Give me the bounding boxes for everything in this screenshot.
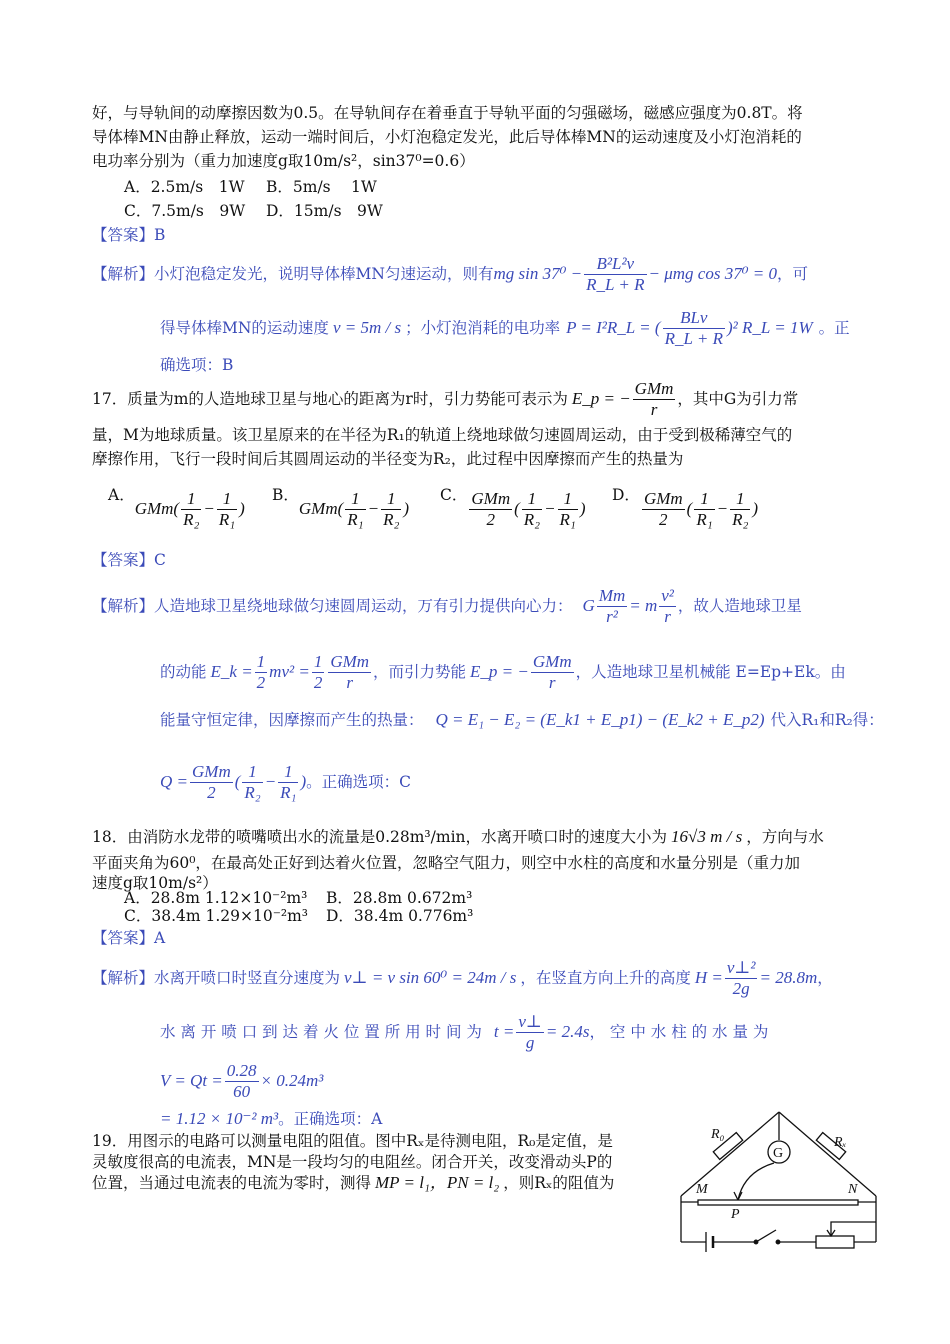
q17-analysis-text-1: 人造地球卫星绕地球做匀速圆周运动，万有引力提供向心力： (154, 597, 573, 615)
q17-option-b-d2: R₂ (383, 509, 400, 529)
q17-eqEk-left: E_k = (210, 662, 253, 681)
q17-option-c-d2: R₁ (559, 509, 576, 529)
q18-stem-line-2: 平面夹角为60⁰，在最高处正好到达着火位置，忽略空气阻力，则空中水柱的高度和水量分别是（重力加 (92, 854, 800, 872)
q17-option-b-mid: − (367, 499, 380, 518)
rheostat-slider-wire (831, 1222, 876, 1236)
circuit-label-n: N (848, 1182, 858, 1197)
q17-analysis-text-7: 代入R₁和R₂得： (770, 711, 884, 729)
q16-analysis-line-1 (92, 244, 808, 304)
q17-eqF-g: G (582, 596, 595, 615)
q17-option-d-frac2 (730, 489, 750, 530)
q17-option-d (612, 484, 758, 534)
q19-stem-line-3 (92, 1172, 614, 1194)
q17-option-a-d1: R₂ (183, 509, 200, 529)
q17-option-c-n1: 1 (527, 488, 537, 508)
q16-eq1-left: mg sin 37⁰ − (493, 264, 583, 283)
q18-stem-text-1: 18．由消防水龙带的喷嘴喷出水的流量是0.28m³/min，水离开喷口时的速度大小为 (92, 828, 668, 846)
q17-stem-text-2: ，其中G为引力常 (677, 390, 799, 408)
q16-analysis-label: 【解析】 (92, 265, 155, 283)
q19-stem-text-3: 位置，当通过电流表的电流为零时，测得 (92, 1174, 372, 1192)
q16-eq1-num: B²L²v (596, 253, 635, 273)
q16-analysis-text-3: 得导体棒MN的运动速度 (160, 319, 329, 337)
q17-eqEk-frac2 (312, 652, 325, 693)
q17-option-b-d1: R₁ (347, 509, 364, 529)
q18-eqV-left: V = Qt = (160, 1071, 223, 1090)
q17-analysis-text-4: ，而引力势能 (373, 663, 467, 681)
q17-eqF-n2: v² (661, 585, 674, 605)
q17-analysis-text-3: 的动能 (160, 663, 207, 681)
circuit-label-g: G (773, 1146, 784, 1161)
q17-option-c-pre-n: GMm (471, 488, 511, 508)
q17-option-c-n2: 1 (563, 488, 572, 508)
circuit-label-p: P (731, 1207, 740, 1222)
q18-analysis-text-2: ，在竖直方向上升的高度 (520, 969, 691, 987)
q16-stem-line-1: 好，与导轨间的动摩擦因数为0.5。在导轨间存在着垂直于导轨平面的匀强磁场，磁感应强度为0.8T。将 (92, 104, 803, 122)
q17-option-d-pre-d: 2 (642, 509, 685, 530)
q17-eqEk-frac3 (328, 652, 371, 693)
q17-option-a-mid: − (203, 499, 215, 518)
q18-eqH-left: H = (694, 968, 723, 987)
q17-option-b (272, 484, 409, 534)
q17-option-d-frac1 (694, 489, 714, 530)
q17-eqEk-frac1 (255, 652, 268, 693)
q17-stem-line-1 (92, 374, 798, 424)
q17-eqF-frac2 (659, 586, 676, 627)
circuit-label-m: M (696, 1182, 708, 1197)
q17-option-d-n2: 1 (736, 488, 745, 508)
q17-option-c-frac2 (558, 489, 578, 530)
q17-eqF-frac1 (597, 586, 627, 627)
q17-eqQ2-n3: 1 (284, 761, 293, 781)
q18-speed: 16√3 m / s (671, 827, 743, 846)
q17-analysis-text-8: 。正确选项：C (306, 773, 412, 791)
q17-ep-fraction (633, 379, 676, 420)
q17-option-a (108, 484, 245, 534)
q17-eqEk-d1: 2 (256, 672, 266, 692)
q16-option-d: D．15m/s 9W (266, 202, 383, 220)
q18-eqT-frac (516, 1012, 544, 1053)
q18-stem-line-1 (92, 822, 824, 852)
q18-option-d: D．38.4m 0.776m³ (326, 907, 474, 925)
q19-stem-text-4: ，则Rₓ的阻值为 (503, 1174, 615, 1192)
q17-analysis-line-2 (160, 644, 846, 700)
q16-option-a: A．2.5m/s 1W (124, 178, 245, 196)
q18-analysis-text-6: 。正确选项：A (278, 1110, 383, 1128)
q16-analysis-text-4: ；小灯泡消耗的电功率 (405, 319, 561, 337)
q17-eqEk-d2: 2 (313, 672, 323, 692)
q17-option-c-post: ) (579, 499, 586, 518)
q17-option-d-label: D． (612, 486, 640, 504)
q17-analysis-line-4 (160, 754, 411, 810)
q17-option-a-post: ) (239, 499, 245, 518)
q18-analysis-line-4 (160, 1108, 382, 1130)
q17-analysis-line-1 (92, 578, 802, 634)
q17-eqQ2-left: Q = (160, 772, 188, 791)
q17-eqQ2-n1: GMm (192, 761, 231, 781)
q17-option-c-frac1 (522, 489, 542, 530)
q16-analysis-text-2: ，可 (776, 265, 808, 283)
q17-option-c-label: C． (440, 486, 468, 504)
q17-option-b-n1: 1 (351, 488, 360, 508)
q18-analysis-line-1 (92, 950, 833, 1006)
q17-option-d-post: ) (752, 499, 759, 518)
q17-option-c-paren: ( (514, 499, 520, 518)
q18-analysis-text-5: ， 空 中 水 柱 的 水 量 为 (589, 1023, 769, 1041)
q18-eqVy: v⊥ = v sin 60⁰ = 24m / s (344, 968, 517, 987)
q17-stem-text-1: 17．质量为m的人造地球卫星与地心的距离为r时，引力势能可表示为 (92, 390, 568, 408)
q19-stem-line-1: 19．用图示的电路可以测量电阻的阻值。图中Rₓ是待测电阻，R₀是定值，是 (92, 1132, 613, 1150)
q17-eqQ2-close: ) (300, 772, 307, 791)
q17-eqQ2-minus: − (264, 772, 277, 791)
q16-option-b: B．5m/s 1W (266, 178, 377, 196)
q17-option-d-n1: 1 (700, 488, 709, 508)
q17-analysis-text-5: ，人造地球卫星机械能 E=Ep+Ek。由 (575, 663, 846, 681)
q19-eqL: MP = l₁，PN = l₂ (375, 1173, 500, 1192)
q17-eqF-d1: r² (597, 606, 627, 627)
q17-analysis-text-2: ，故人造地球卫星 (677, 597, 802, 615)
q18-eqT-right: = 2.4s (545, 1022, 590, 1041)
q18-eqV2: = 1.12 × 10⁻² m³ (160, 1109, 279, 1128)
q17-eqEk-mid: mv² = (269, 662, 310, 681)
q17-option-d-d1: R₁ (696, 509, 713, 529)
q17-ep-left: E_p = − (571, 389, 631, 408)
slider-arrow (734, 1192, 742, 1200)
q17-ep-den: r (633, 399, 676, 420)
q18-eqV-n: 0.28 (226, 1060, 257, 1080)
q17-option-c-pre-d: 2 (469, 509, 512, 530)
q17-option-b-n2: 1 (386, 488, 396, 508)
q17-eqQ2-d2: R₂ (244, 782, 261, 802)
q16-eq3-den: R_L + R (664, 328, 723, 348)
circuit-wire-right-diagonal (779, 1112, 876, 1196)
q16-eq3-left: P = I²R_L = ( (566, 318, 661, 337)
switch (756, 1230, 776, 1242)
q18-eqH-frac (725, 958, 758, 999)
q17-answer: 【答案】C (92, 551, 166, 569)
q16-eq3-fraction (663, 308, 725, 349)
circuit-diagram (676, 1108, 886, 1258)
q17-stem-line-2: 量，M为地球质量。该卫星原来的在半径为R₁的轨道上绕地球做匀速圆周运动，由于受到极稀薄空气的 (92, 426, 793, 444)
q17-ep-num: GMm (634, 378, 674, 398)
q16-eq3-right: )² R_L = 1W (726, 318, 813, 337)
q18-eqV-right: × 0.24m³ (260, 1071, 324, 1090)
q17-option-b-post: ) (403, 499, 410, 518)
q17-eqEp-d: r (531, 672, 574, 693)
circuit-label-rx: Rₓ (834, 1135, 847, 1150)
mn-resistance-wire (698, 1200, 858, 1205)
q17-option-a-pre: GMm( (134, 499, 180, 518)
q18-option-c: C．38.4m 1.29×10⁻²m³ (124, 907, 309, 925)
q17-option-c (440, 484, 586, 534)
q17-eqQ2-open: ( (234, 772, 241, 791)
q17-option-a-frac2 (217, 489, 237, 530)
q18-option-a: A．28.8m 1.12×10⁻²m³ (124, 889, 308, 907)
q18-stem-line-3: 速度g取10m/s²） (92, 874, 218, 892)
q18-stem-text-2: ，方向与水 (746, 828, 824, 846)
q17-option-b-frac1 (345, 489, 365, 530)
q18-eqV-frac (225, 1061, 259, 1102)
q17-eqF-d2: r (659, 606, 676, 627)
q17-eqQ2-frac2 (242, 762, 262, 803)
q16-analysis-text-1: 小灯泡稳定发光，说明导体棒MN匀速运动，则有 (154, 265, 494, 283)
q17-analysis-line-3 (160, 702, 884, 738)
circuit-wire-slider (738, 1163, 774, 1200)
rheostat (816, 1236, 854, 1248)
q17-analysis-text-6: 能量守恒定律，因摩擦而产生的热量： (160, 711, 424, 729)
q17-option-a-frac1 (181, 489, 201, 530)
q16-eq1-den: R_L + R (586, 274, 645, 294)
q17-option-c-mid: − (544, 499, 556, 518)
q16-eq1-right: − μmg cos 37⁰ = 0 (648, 264, 777, 283)
q16-eq2: v = 5m / s (332, 318, 402, 337)
q17-stem-line-3: 摩擦作用，飞行一段时间后其圆周运动的半径变为R₂，此过程中因摩擦而产生的热量为 (92, 450, 684, 468)
q17-eqEp-frac (531, 652, 574, 693)
q18-analysis-line-3 (160, 1056, 323, 1106)
q18-answer: 【答案】A (92, 929, 166, 947)
q17-eqQ2-frac3 (278, 762, 298, 803)
q17-option-b-frac2 (381, 489, 401, 530)
q17-option-d-pre-n: GMm (643, 488, 683, 508)
q17-eqEk-n1: 1 (256, 651, 266, 671)
q16-analysis-line-2 (160, 300, 850, 356)
q17-eqEk-n3: GMm (330, 651, 370, 671)
q17-eqQ: Q = E₁ − E₂ = (E_k1 + E_p1) − (E_k2 + E_p2) (435, 710, 765, 729)
q18-eqV-d: 60 (225, 1081, 259, 1102)
q17-option-d-mid: − (716, 499, 729, 518)
q16-stem-line-2: 导体棒MN由静止释放，运动一端时间后，小灯泡稳定发光，此后导体棒MN的运动速度及小灯泡消耗的 (92, 128, 802, 146)
q19-stem-line-2: 灵敏度很高的电流表，MN是一段均匀的电阻丝。闭合开关，改变滑动头P的 (92, 1153, 613, 1171)
q17-eqQ2-d3: R₁ (280, 782, 297, 802)
switch-contact-1 (754, 1240, 758, 1244)
q17-option-a-label: A． (108, 486, 135, 504)
q17-option-b-pre: GMm( (298, 499, 344, 518)
q17-analysis-label: 【解析】 (92, 597, 155, 615)
q17-option-b-label: B． (272, 486, 299, 504)
q16-eq1-fraction (584, 254, 646, 295)
q17-eqQ2-d1: 2 (190, 782, 233, 803)
q17-eqF-n1: Mm (598, 585, 626, 605)
q16-analysis-line-3: 确选项：B (160, 356, 234, 374)
q17-eqEp-n: GMm (532, 651, 572, 671)
q18-eqT-left: t = (493, 1022, 515, 1041)
q17-option-c-d1: R₂ (523, 509, 541, 529)
q17-eqEk-n2: 1 (313, 651, 323, 671)
q16-eq3-num: BLv (680, 307, 708, 327)
q17-eqEp-left: E_p = − (470, 662, 529, 681)
q18-eqT-d: g (516, 1032, 544, 1053)
q18-analysis-line-2 (160, 1004, 768, 1060)
q18-eqT-n: v⊥ (518, 1011, 542, 1031)
q17-option-d-d2: R₂ (732, 509, 749, 529)
q18-option-b: B．28.8m 0.672m³ (326, 889, 473, 907)
q18-eqH-right: = 28.8m (759, 968, 818, 987)
q18-eqH-d: 2g (725, 978, 758, 999)
q17-option-d-paren: ( (686, 499, 693, 518)
q18-analysis-text-3: ， (817, 969, 833, 987)
q17-eqQ2-frac1 (190, 762, 233, 803)
q18-eqH-n: v⊥² (726, 957, 756, 977)
q17-eqF-eq: = m (629, 596, 658, 615)
q16-option-c: C．7.5m/s 9W (124, 202, 246, 220)
q17-option-a-d2: R₁ (218, 509, 236, 529)
q17-option-d-pre-frac (642, 489, 685, 530)
q18-analysis-text-4: 水 离 开 喷 口 到 达 着 火 位 置 所 用 时 间 为 (160, 1023, 482, 1041)
circuit-label-r0: R₀ (711, 1127, 725, 1142)
q16-answer: 【答案】B (92, 226, 166, 244)
q18-analysis-text-1: 水离开喷口时竖直分速度为 (154, 969, 341, 987)
q16-stem-line-3: 电功率分别为（重力加速度g取10m/s²，sin37⁰=0.6） (92, 152, 475, 170)
q18-analysis-label: 【解析】 (92, 969, 155, 987)
q17-eqEk-d3: r (328, 672, 371, 693)
q17-option-a-n2: 1 (222, 488, 232, 508)
q17-option-a-n1: 1 (186, 488, 196, 508)
q17-eqQ2-n2: 1 (248, 761, 257, 781)
q16-analysis-text-5: 。正 (818, 319, 850, 337)
q17-option-c-pre-frac (469, 489, 512, 530)
